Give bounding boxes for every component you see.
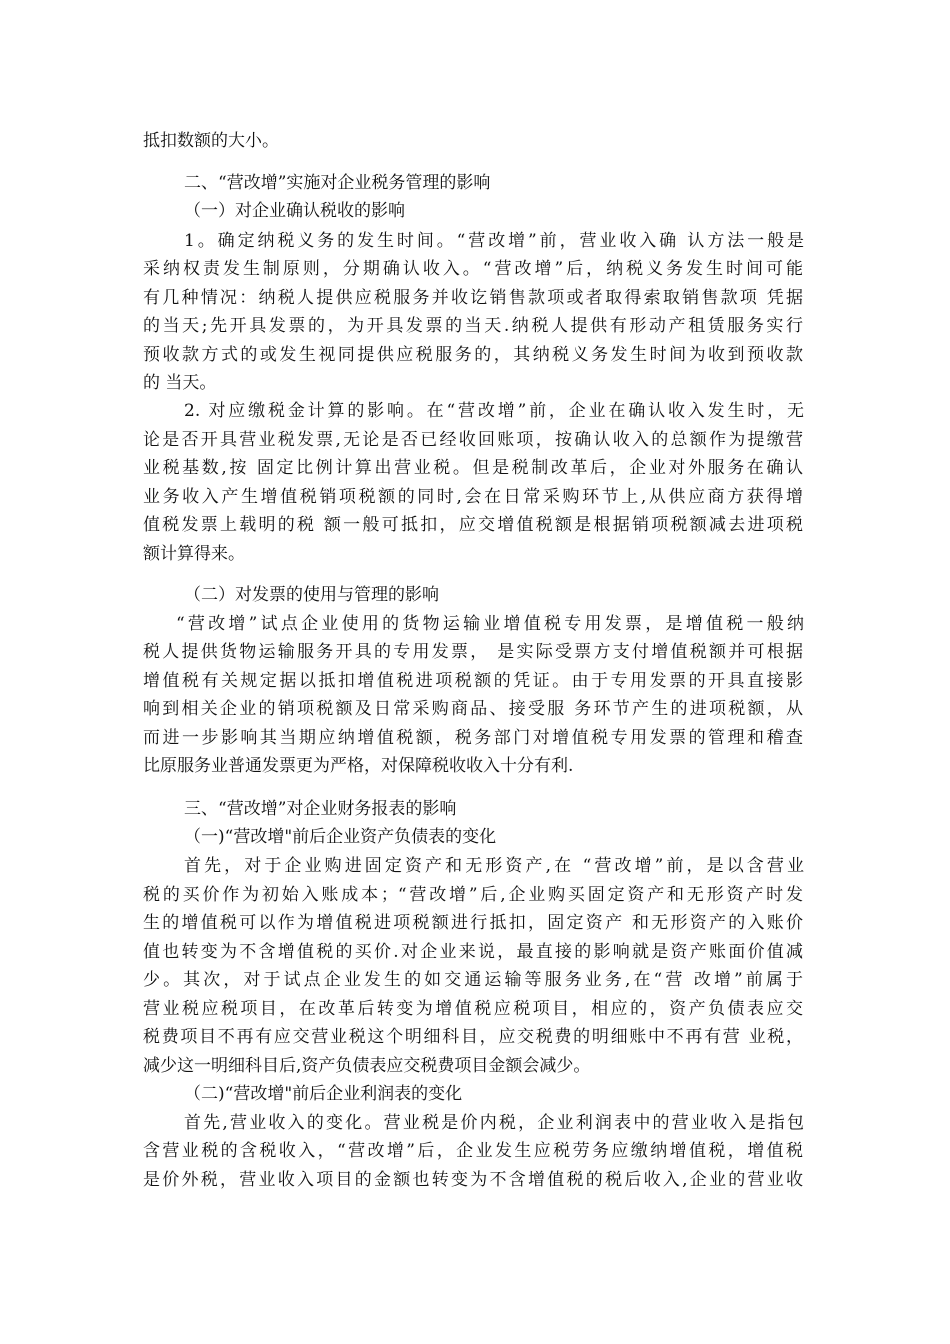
paragraph-line: 抵扣数额的大小。 bbox=[143, 131, 279, 151]
paragraph-line: 额计算得来。 bbox=[143, 544, 245, 564]
paragraph-line: 首先，对于企业购进固定资产和无形资产,在 “营改增”前，是以含营业 bbox=[184, 856, 804, 876]
paragraph-line: 有几种情况：纳税人提供应税服务并收讫销售款项或者取得索取销售款项 凭据 bbox=[143, 288, 803, 308]
subsection-heading: （二）对发票的使用与管理的影响 bbox=[184, 585, 439, 605]
paragraph-line: 增值税有关规定据以抵扣增值税进项税额的凭证。由于专用发票的开具直接影 bbox=[143, 671, 803, 691]
paragraph-line: 业务收入产生增值税销项税额的同时,会在日常采购环节上,从供应商方获得增 bbox=[143, 487, 803, 507]
paragraph-line: 首先,营业收入的变化。营业税是价内税，企业利润表中的营业收入是指包 bbox=[184, 1113, 804, 1133]
paragraph-line: 业税基数,按 固定比例计算出营业税。但是税制改革后，企业对外服务在确认 bbox=[143, 458, 803, 478]
paragraph-line: 值税发票上载明的税 额一般可抵扣，应交增值税额是根据销项税额减去进项税 bbox=[143, 515, 803, 535]
paragraph-line: 税人提供货物运输服务开具的专用发票， 是实际受票方支付增值税额并可根据 bbox=[143, 642, 803, 662]
paragraph-line: 响到相关企业的销项税额及日常采购商品、接受服 务环节产生的进项税额，从 bbox=[143, 699, 803, 719]
paragraph-line: 预收款方式的或发生视同提供应税服务的，其纳税义务发生时间为收到预收款 bbox=[143, 345, 803, 365]
paragraph-line: 采纳权责发生制原则，分期确认收入。“营改增”后，纳税义务发生时间可能 bbox=[143, 259, 803, 279]
paragraph-line: 含营业税的含税收入，“营改增”后，企业发生应税劳务应缴纳增值税，增值税 bbox=[143, 1141, 803, 1161]
paragraph-line: 值也转变为不含增值税的买价.对企业来说，最直接的影响就是资产账面价值减 bbox=[143, 942, 803, 962]
subsection-heading: （二)“营改增"前后企业利润表的变化 bbox=[184, 1084, 463, 1104]
paragraph-line: 的当天;先开具发票的，为开具发票的当天.纳税人提供有形动产租赁服务实行 bbox=[143, 316, 803, 336]
section-heading: 三、“营改增”对企业财务报表的影响 bbox=[184, 799, 457, 819]
paragraph-line: 税的买价作为初始入账成本；“营改增”后,企业购买固定资产和无形资产时发 bbox=[143, 885, 803, 905]
paragraph-line: “营改增”试点企业使用的货物运输业增值税专用发票，是增值税一般纳 bbox=[176, 614, 804, 634]
paragraph-line: 1。确定纳税义务的发生时间。“营改增”前，营业收入确 认方法一般是 bbox=[184, 231, 804, 251]
paragraph-line: 论是否开具营业税发票,无论是否已经收回账项，按确认收入的总额作为提缴营 bbox=[143, 430, 803, 450]
paragraph-line: 生的增值税可以作为增值税进项税额进行抵扣，固定资产 和无形资产的入账价 bbox=[143, 913, 803, 933]
paragraph-line: 2. 对应缴税金计算的影响。在“营改增”前，企业在确认收入发生时，无 bbox=[184, 401, 804, 421]
paragraph-line: 的 当天。 bbox=[143, 373, 217, 393]
paragraph-line: 少。其次，对于试点企业发生的如交通运输等服务业务,在“营 改增”前属于 bbox=[143, 970, 803, 990]
paragraph-line: 比原服务业普通发票更为严格，对保障税收收入十分有利. bbox=[143, 756, 574, 776]
paragraph-line: 是价外税，营业收入项目的金额也转变为不含增值税的税后收入,企业的营业收 bbox=[143, 1170, 803, 1190]
paragraph-line: 营业税应税项目，在改革后转变为增值税应税项目，相应的，资产负债表应交 bbox=[143, 999, 803, 1019]
subsection-heading: （一）对企业确认税收的影响 bbox=[184, 201, 405, 221]
section-heading: 二、“营改增”实施对企业税务管理的影响 bbox=[184, 173, 491, 193]
subsection-heading: （一)“营改增"前后企业资产负债表的变化 bbox=[184, 827, 497, 847]
paragraph-line: 税费项目不再有应交营业税这个明细科目，应交税费的明细账中不再有营 业税， bbox=[143, 1027, 803, 1047]
paragraph-line: 减少这一明细科目后,资产负债表应交税费项目金额会减少。 bbox=[143, 1056, 591, 1076]
paragraph-line: 而进一步影响其当期应纳增值税额，税务部门对增值税专用发票的管理和稽查 bbox=[143, 728, 803, 748]
